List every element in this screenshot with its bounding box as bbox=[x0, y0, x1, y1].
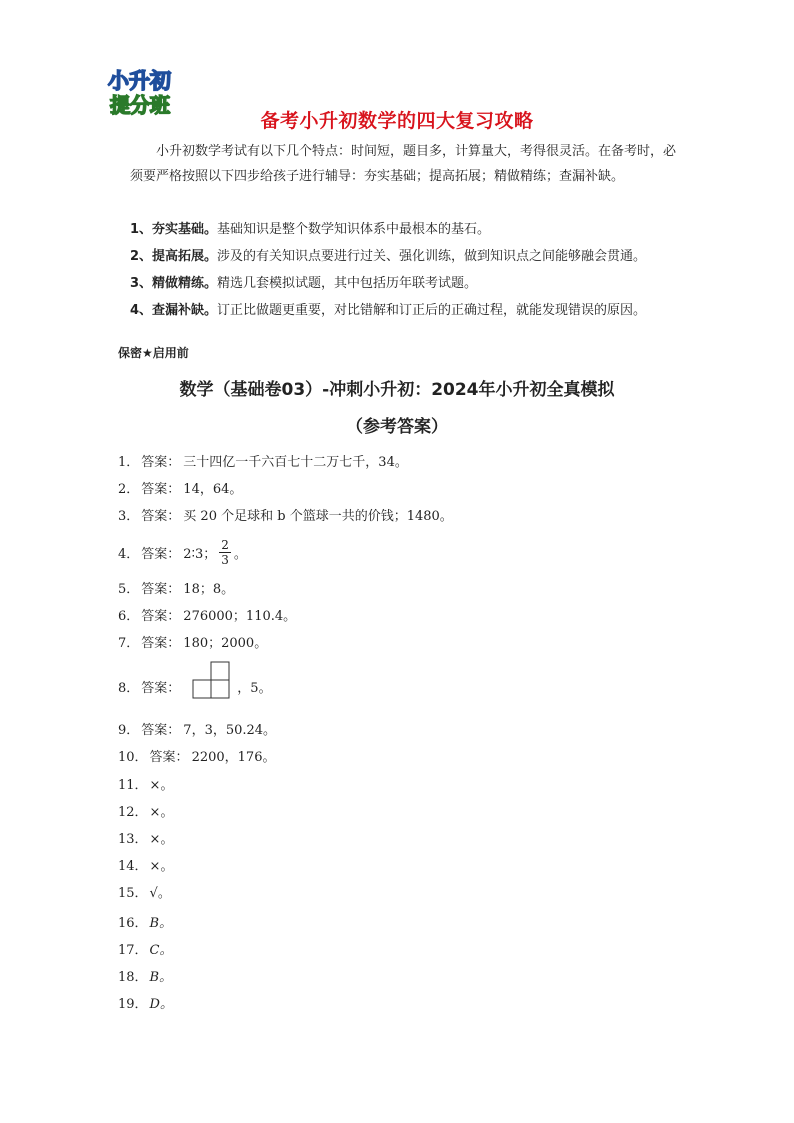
view-diagram bbox=[191, 661, 231, 699]
answer-label: 答案： bbox=[141, 681, 181, 696]
logo-line-2: 提分班 bbox=[110, 93, 170, 117]
answer-text: D。 bbox=[149, 997, 173, 1012]
answer-text: ×。 bbox=[149, 859, 174, 874]
answer-key-heading: （参考答案） bbox=[346, 417, 448, 437]
answer-text: √。 bbox=[149, 886, 171, 901]
answer-item bbox=[118, 968, 172, 988]
fraction-denominator: 3 bbox=[221, 553, 229, 567]
answer-number: 18． bbox=[118, 970, 148, 985]
step-text: 涉及的有关知识点要进行过关、强化训练，做到知识点之间能够融会贯通。 bbox=[217, 249, 647, 264]
answer-item bbox=[118, 830, 173, 850]
guide-intro: 小升初数学考试有以下几个特点：时间短，题目多，计算量大，考得很灵活。在备考时，必须要严格按照以下四步给孩子进行辅导：夯实基础；提高拓展；精做精练；查漏补缺。 bbox=[130, 144, 677, 184]
answer-item bbox=[118, 634, 267, 654]
step-heading: 1、夯实基础。 bbox=[130, 222, 218, 237]
answer-text: 2∶3； bbox=[183, 547, 217, 562]
answer-text: ×。 bbox=[149, 805, 174, 820]
answer-label: 答案： bbox=[141, 455, 181, 470]
step-text: 基础知识是整个数学知识体系中最根本的基石。 bbox=[217, 222, 491, 237]
answer-item bbox=[118, 941, 173, 961]
step-text: 订正比做题更重要，对比错解和订正后的正确过程，就能发现错误的原因。 bbox=[217, 303, 647, 318]
answer-label: 答案： bbox=[141, 482, 181, 497]
answer-text: B。 bbox=[149, 916, 173, 931]
answer-number: 1． bbox=[118, 455, 140, 470]
guide-step bbox=[130, 273, 690, 295]
step-heading: 2、提高拓展。 bbox=[130, 249, 218, 264]
answer-number: 11． bbox=[118, 778, 148, 793]
step-heading: 4、查漏补缺。 bbox=[130, 303, 218, 318]
answer-text: ×。 bbox=[149, 832, 174, 847]
answer-text: 7，3，50.24。 bbox=[183, 723, 277, 738]
answer-label: 答案： bbox=[141, 723, 181, 738]
guide-step bbox=[130, 300, 690, 322]
answer-number: 7． bbox=[118, 636, 140, 651]
answer-number: 15． bbox=[118, 886, 148, 901]
answer-text-end: 。 bbox=[233, 547, 247, 562]
answer-label: 答案： bbox=[149, 750, 189, 765]
answer-number: 16． bbox=[118, 916, 148, 931]
answer-number: 12． bbox=[118, 805, 148, 820]
fraction bbox=[219, 538, 231, 567]
answer-item bbox=[118, 721, 276, 741]
answer-label: 答案： bbox=[141, 582, 181, 597]
answer-number: 2． bbox=[118, 482, 140, 497]
logo-line-1: 小升初 bbox=[108, 69, 171, 93]
answer-item bbox=[118, 884, 171, 904]
answer-number: 17． bbox=[118, 943, 148, 958]
answer-text: B。 bbox=[149, 970, 173, 985]
answer-item bbox=[118, 507, 453, 527]
guide-step bbox=[130, 219, 690, 241]
fraction-numerator: 2 bbox=[221, 538, 229, 552]
answer-item bbox=[118, 607, 296, 627]
answer-text: C。 bbox=[149, 943, 173, 958]
confidential-label: 保密★启用前 bbox=[118, 346, 189, 360]
answer-number: 14． bbox=[118, 859, 148, 874]
answer-number: 4． bbox=[118, 547, 140, 562]
answer-text: 2200，176。 bbox=[191, 750, 276, 765]
answer-number: 3． bbox=[118, 509, 140, 524]
guide-title: 备考小升初数学的四大复习攻略 bbox=[260, 110, 534, 132]
answer-item bbox=[118, 580, 234, 600]
answer-number: 9． bbox=[118, 723, 140, 738]
answer-item bbox=[118, 480, 242, 500]
answer-number: 19． bbox=[118, 997, 148, 1012]
answer-item bbox=[118, 857, 173, 877]
answer-label: 答案： bbox=[141, 509, 181, 524]
answer-label: 答案： bbox=[141, 547, 181, 562]
answer-label: 答案： bbox=[141, 609, 181, 624]
answer-number: 10． bbox=[118, 750, 148, 765]
answer-number: 8． bbox=[118, 681, 140, 696]
answer-label: 答案： bbox=[141, 636, 181, 651]
exam-title: 数学（基础卷03）-冲刺小升初：2024年小升初全真模拟 bbox=[179, 380, 615, 400]
answer-item bbox=[118, 914, 172, 934]
guide-step bbox=[130, 246, 690, 268]
answer-item bbox=[118, 748, 275, 768]
answer-text: 14，64。 bbox=[183, 482, 243, 497]
answer-item bbox=[118, 661, 272, 699]
answer-text: 180；2000。 bbox=[183, 636, 268, 651]
answer-text: 276000；110.4。 bbox=[183, 609, 297, 624]
answer-text: 18；8。 bbox=[183, 582, 235, 597]
answer-item bbox=[118, 995, 173, 1015]
answer-item bbox=[118, 540, 247, 569]
step-text: 精选几套模拟试题，其中包括历年联考试题。 bbox=[217, 276, 478, 291]
answer-text: 三十四亿一千六百七十二万七千，34。 bbox=[183, 455, 408, 470]
answer-text: ，5。 bbox=[237, 681, 272, 696]
answer-text: 买 20 个足球和 b 个篮球一共的价钱；1480。 bbox=[183, 509, 453, 524]
answer-item bbox=[118, 803, 173, 823]
answer-number: 5． bbox=[118, 582, 140, 597]
answer-number: 13． bbox=[118, 832, 148, 847]
step-heading: 3、精做精练。 bbox=[130, 276, 218, 291]
answer-text: ×。 bbox=[149, 778, 174, 793]
answer-number: 6． bbox=[118, 609, 140, 624]
answer-item bbox=[118, 453, 408, 473]
answer-item bbox=[118, 776, 173, 796]
